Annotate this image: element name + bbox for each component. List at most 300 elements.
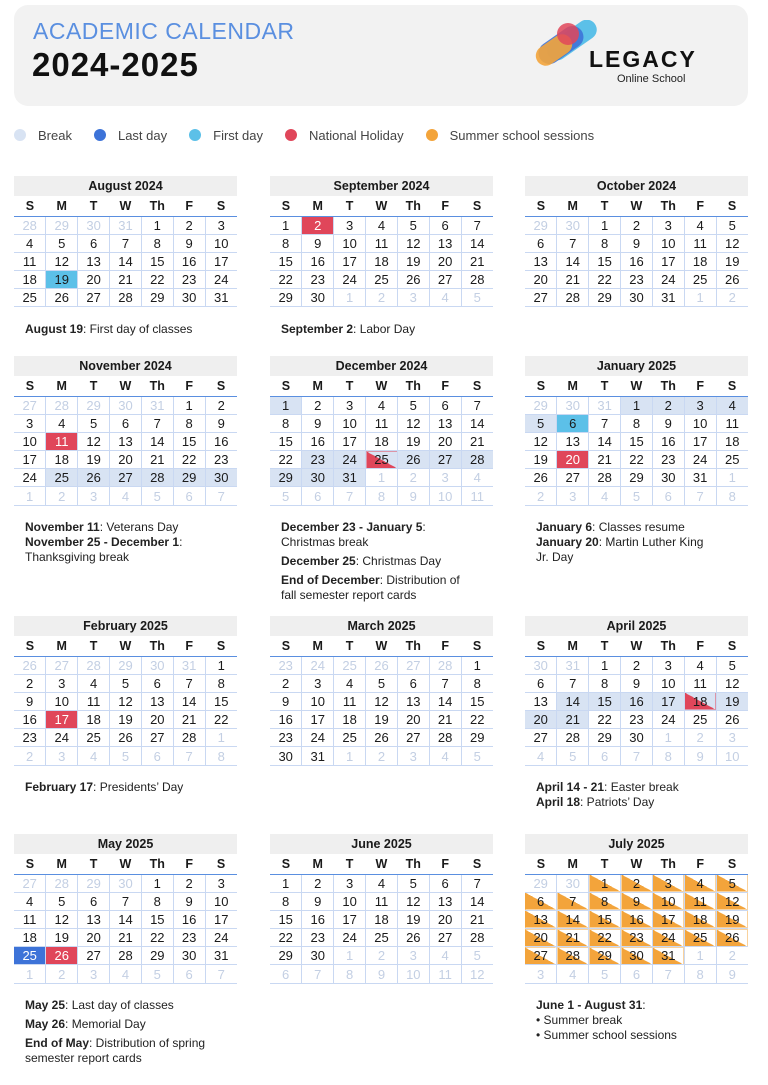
day-cell: 5: [110, 747, 142, 765]
day-cell: 22: [173, 451, 205, 469]
weekday-header: W: [110, 636, 142, 656]
day-cell: 28: [46, 874, 78, 892]
day-cell: 25: [366, 451, 398, 469]
month-notes: [25, 780, 265, 795]
day-cell: 15: [270, 432, 302, 450]
month-calendar: [14, 834, 237, 984]
day-cell: 21: [110, 929, 142, 947]
day-cell: 3: [334, 396, 366, 414]
day-cell: 3: [78, 487, 110, 505]
day-cell: 19: [110, 711, 142, 729]
day-cell: 30: [302, 469, 334, 487]
day-cell: 10: [334, 892, 366, 910]
day-cell: 28: [461, 271, 493, 289]
day-cell: 7: [557, 892, 589, 910]
month-notes: [281, 520, 521, 603]
day-cell: 4: [78, 674, 110, 692]
day-cell: 10: [716, 747, 748, 765]
weekday-header: W: [621, 636, 653, 656]
day-cell: 30: [557, 874, 589, 892]
day-cell: 20: [557, 451, 589, 469]
month-calendar: [525, 176, 748, 307]
day-cell: 23: [205, 451, 237, 469]
weekday-header: F: [173, 636, 205, 656]
day-cell: 2: [397, 469, 429, 487]
weekday-header: S: [716, 376, 748, 396]
legend-swatch-icon: [189, 129, 201, 141]
day-cell: 21: [461, 252, 493, 270]
day-cell: 29: [141, 947, 173, 965]
day-cell: 20: [429, 432, 461, 450]
week-row: [14, 487, 237, 505]
day-cell: 29: [461, 729, 493, 747]
day-cell: 19: [46, 929, 78, 947]
week-row: [14, 252, 237, 270]
day-cell: 28: [461, 929, 493, 947]
week-row: [14, 747, 237, 765]
day-cell: 8: [461, 674, 493, 692]
page-subtitle: ACADEMIC CALENDAR: [33, 18, 295, 44]
day-cell: 19: [366, 711, 398, 729]
day-cell: 31: [141, 396, 173, 414]
day-cell: 14: [141, 432, 173, 450]
day-cell: 20: [397, 711, 429, 729]
day-cell: 30: [557, 396, 589, 414]
day-cell: 3: [397, 289, 429, 307]
day-cell: 4: [110, 487, 142, 505]
month-notes: [281, 322, 521, 337]
day-cell: 6: [429, 396, 461, 414]
day-cell: 10: [14, 432, 46, 450]
weekday-header: Th: [397, 854, 429, 874]
day-cell: 30: [78, 216, 110, 234]
month-notes: [536, 520, 768, 565]
day-cell: 22: [270, 929, 302, 947]
day-cell: 10: [205, 892, 237, 910]
day-cell: 17: [652, 692, 684, 710]
day-cell: 9: [14, 692, 46, 710]
day-cell: 18: [684, 252, 716, 270]
month-table: [270, 196, 493, 307]
day-cell: 9: [716, 965, 748, 983]
weekday-header: Th: [141, 376, 173, 396]
day-cell: 10: [334, 234, 366, 252]
day-cell: 23: [652, 451, 684, 469]
legend-item: [94, 128, 167, 143]
day-cell: 2: [302, 216, 334, 234]
weekday-header: F: [684, 196, 716, 216]
day-cell: 5: [525, 414, 557, 432]
day-cell: 4: [14, 892, 46, 910]
day-cell: 17: [684, 432, 716, 450]
day-cell: 29: [173, 469, 205, 487]
day-cell: 24: [652, 711, 684, 729]
month-table: [525, 636, 748, 766]
day-cell: 19: [716, 910, 748, 928]
day-cell: 15: [270, 252, 302, 270]
day-cell: 6: [525, 234, 557, 252]
weekday-header: S: [14, 636, 46, 656]
day-cell: 1: [141, 874, 173, 892]
weekday-header: T: [334, 636, 366, 656]
day-cell: 30: [652, 469, 684, 487]
day-cell: 17: [334, 252, 366, 270]
day-cell: 24: [652, 929, 684, 947]
day-cell: 22: [205, 711, 237, 729]
day-cell: 28: [78, 656, 110, 674]
day-cell: 4: [716, 396, 748, 414]
day-cell: 1: [334, 747, 366, 765]
day-cell: 2: [366, 289, 398, 307]
day-cell: 1: [173, 396, 205, 414]
day-cell: 24: [334, 451, 366, 469]
day-cell: 17: [652, 910, 684, 928]
week-row: [525, 216, 748, 234]
month-title: October 2024: [525, 176, 748, 196]
day-cell: 31: [652, 947, 684, 965]
weekday-header: S: [270, 854, 302, 874]
day-cell: 16: [621, 692, 653, 710]
day-cell: 14: [557, 252, 589, 270]
week-row: [525, 289, 748, 307]
day-cell: 1: [334, 947, 366, 965]
weekday-header: W: [366, 636, 398, 656]
day-cell: 23: [302, 271, 334, 289]
weekday-header: W: [110, 854, 142, 874]
day-cell: 20: [110, 451, 142, 469]
day-cell: 27: [110, 469, 142, 487]
day-cell: 3: [205, 874, 237, 892]
week-row: [525, 747, 748, 765]
week-row: [270, 656, 493, 674]
day-cell: 11: [684, 674, 716, 692]
month-calendar: [14, 616, 237, 766]
day-cell: 3: [78, 965, 110, 983]
day-cell: 6: [557, 414, 589, 432]
week-row: [525, 929, 748, 947]
day-cell: 5: [716, 874, 748, 892]
weekday-header: S: [461, 636, 493, 656]
day-cell: 4: [429, 947, 461, 965]
day-cell: 30: [205, 469, 237, 487]
day-cell: 6: [589, 747, 621, 765]
day-cell: 2: [46, 965, 78, 983]
day-cell: 5: [141, 965, 173, 983]
day-cell: 1: [270, 216, 302, 234]
day-cell: 28: [14, 216, 46, 234]
day-cell: 29: [110, 656, 142, 674]
day-cell: 2: [716, 947, 748, 965]
day-cell: 1: [366, 469, 398, 487]
day-cell: 8: [205, 674, 237, 692]
day-cell: 25: [334, 656, 366, 674]
legend-swatch-icon: [94, 129, 106, 141]
day-cell: 3: [429, 469, 461, 487]
day-cell: 7: [429, 674, 461, 692]
day-cell: 2: [525, 487, 557, 505]
weekday-header: F: [173, 196, 205, 216]
day-cell: 5: [461, 947, 493, 965]
day-cell: 4: [366, 874, 398, 892]
day-cell: 10: [652, 234, 684, 252]
day-cell: 7: [589, 414, 621, 432]
day-cell: 11: [366, 892, 398, 910]
week-row: [525, 656, 748, 674]
note-line: End of December: Distribution of: [281, 573, 460, 587]
week-row: [270, 729, 493, 747]
day-cell: 30: [173, 947, 205, 965]
day-cell: 2: [302, 396, 334, 414]
day-cell: 8: [334, 965, 366, 983]
day-cell: 13: [78, 910, 110, 928]
note-line: November 11: Veterans Day: [25, 520, 179, 534]
weekday-header: Th: [397, 196, 429, 216]
day-cell: 11: [684, 234, 716, 252]
weekday-header: F: [173, 854, 205, 874]
day-cell: 1: [589, 216, 621, 234]
day-cell: 4: [684, 874, 716, 892]
day-cell: 28: [141, 469, 173, 487]
week-row: [14, 892, 237, 910]
week-row: [525, 432, 748, 450]
weekday-header: W: [366, 854, 398, 874]
legend-label: Break: [38, 127, 72, 143]
month-notes: [25, 322, 265, 337]
logo-wordmark: LEGACY: [589, 46, 697, 72]
week-row: [14, 929, 237, 947]
note-line: January 6: Classes resume: [536, 520, 685, 534]
day-cell: 12: [716, 892, 748, 910]
week-row: [270, 271, 493, 289]
legend-item: [426, 128, 595, 143]
month-title: December 2024: [270, 356, 493, 376]
month-calendar: [14, 356, 237, 506]
day-cell: 21: [141, 451, 173, 469]
day-cell: 30: [302, 947, 334, 965]
weekday-header: W: [366, 196, 398, 216]
day-cell: 9: [302, 234, 334, 252]
day-cell: 27: [46, 656, 78, 674]
day-cell: 6: [652, 487, 684, 505]
day-cell: 20: [429, 252, 461, 270]
day-cell: 11: [461, 487, 493, 505]
day-cell: 24: [205, 929, 237, 947]
day-cell: 14: [461, 414, 493, 432]
week-row: [270, 432, 493, 450]
weekday-header: W: [110, 376, 142, 396]
weekday-header: Th: [397, 376, 429, 396]
weekday-header: T: [78, 854, 110, 874]
day-cell: 22: [589, 711, 621, 729]
day-cell: 2: [716, 289, 748, 307]
weekday-header: F: [429, 196, 461, 216]
day-cell: 24: [652, 271, 684, 289]
day-cell: 9: [621, 234, 653, 252]
day-cell: 2: [205, 396, 237, 414]
note-line: August 19: First day of classes: [25, 322, 193, 336]
weekday-header: S: [205, 636, 237, 656]
day-cell: 30: [621, 289, 653, 307]
week-row: [14, 396, 237, 414]
day-cell: 11: [684, 892, 716, 910]
weekday-header: M: [46, 376, 78, 396]
day-cell: 31: [557, 656, 589, 674]
day-cell: 27: [429, 451, 461, 469]
day-cell: 3: [652, 656, 684, 674]
day-cell: 29: [78, 874, 110, 892]
day-cell: 8: [589, 674, 621, 692]
day-cell: 20: [525, 929, 557, 947]
day-cell: 12: [366, 692, 398, 710]
day-cell: 6: [525, 892, 557, 910]
day-cell: 5: [366, 674, 398, 692]
day-cell: 12: [397, 414, 429, 432]
week-row: [14, 656, 237, 674]
day-cell: 25: [46, 469, 78, 487]
month-title: September 2024: [270, 176, 493, 196]
day-cell: 9: [684, 747, 716, 765]
day-cell: 25: [14, 289, 46, 307]
week-row: [525, 487, 748, 505]
weekday-header: S: [270, 376, 302, 396]
day-cell: 23: [621, 271, 653, 289]
day-cell: 10: [397, 965, 429, 983]
day-cell: 3: [525, 965, 557, 983]
weekday-header: S: [525, 636, 557, 656]
day-cell: 14: [589, 432, 621, 450]
day-cell: 21: [461, 432, 493, 450]
weekday-header: Th: [652, 854, 684, 874]
week-row: [525, 271, 748, 289]
month-title: April 2025: [525, 616, 748, 636]
note-line: November 25 - December 1:: [25, 535, 183, 549]
day-cell: 30: [110, 874, 142, 892]
week-row: [525, 729, 748, 747]
week-row: [14, 414, 237, 432]
day-cell: 9: [270, 692, 302, 710]
day-cell: 7: [173, 747, 205, 765]
day-cell: 1: [141, 216, 173, 234]
week-row: [14, 910, 237, 928]
day-cell: 14: [173, 692, 205, 710]
weekday-header: T: [334, 854, 366, 874]
day-cell: 7: [621, 747, 653, 765]
day-cell: 11: [334, 692, 366, 710]
day-cell: 28: [461, 451, 493, 469]
weekday-header: T: [589, 854, 621, 874]
note-line: December 25: Christmas Day: [281, 554, 442, 568]
month-calendar: [525, 356, 748, 506]
day-cell: 9: [302, 892, 334, 910]
day-cell: 7: [141, 414, 173, 432]
note-line: End of May: Distribution of spring: [25, 1036, 206, 1050]
day-cell: 3: [334, 216, 366, 234]
day-cell: 9: [366, 965, 398, 983]
day-cell: 1: [621, 396, 653, 414]
day-cell: 1: [205, 656, 237, 674]
day-cell: 29: [78, 396, 110, 414]
day-cell: 14: [557, 910, 589, 928]
day-cell: 28: [429, 656, 461, 674]
note-line: May 25: Last day of classes: [25, 998, 174, 1012]
day-cell: 29: [525, 874, 557, 892]
day-cell: 7: [334, 487, 366, 505]
month-table: [14, 376, 237, 506]
day-cell: 7: [110, 892, 142, 910]
day-cell: 5: [78, 414, 110, 432]
day-cell: 20: [525, 271, 557, 289]
day-cell: 17: [205, 910, 237, 928]
day-cell: 5: [110, 674, 142, 692]
day-cell: 15: [141, 252, 173, 270]
legend-swatch-icon: [14, 129, 26, 141]
day-cell: 16: [173, 252, 205, 270]
day-cell: 13: [141, 692, 173, 710]
weekday-header: F: [684, 376, 716, 396]
day-cell: 8: [270, 414, 302, 432]
day-cell: 13: [397, 692, 429, 710]
weekday-header: Th: [652, 376, 684, 396]
day-cell: 3: [46, 674, 78, 692]
day-cell: 9: [621, 892, 653, 910]
day-cell: 5: [397, 874, 429, 892]
day-cell: 12: [110, 692, 142, 710]
day-cell: 18: [366, 910, 398, 928]
day-cell: 24: [205, 271, 237, 289]
day-cell: 30: [621, 947, 653, 965]
day-cell: 25: [334, 729, 366, 747]
day-cell: 27: [525, 947, 557, 965]
day-cell: 2: [621, 656, 653, 674]
note-line: December 23 - January 5:: [281, 520, 426, 534]
day-cell: 4: [589, 487, 621, 505]
day-cell: 2: [366, 747, 398, 765]
week-row: [270, 711, 493, 729]
day-cell: 5: [461, 747, 493, 765]
week-row: [270, 747, 493, 765]
day-cell: 26: [78, 469, 110, 487]
day-cell: 7: [302, 965, 334, 983]
month-table: [14, 636, 237, 766]
day-cell: 30: [525, 656, 557, 674]
day-cell: 25: [366, 929, 398, 947]
month-title: March 2025: [270, 616, 493, 636]
day-cell: 25: [366, 271, 398, 289]
month-notes: [536, 998, 768, 1043]
day-cell: 10: [652, 674, 684, 692]
week-row: [525, 469, 748, 487]
week-row: [525, 396, 748, 414]
day-cell: 4: [684, 216, 716, 234]
day-cell: 14: [461, 234, 493, 252]
week-row: [525, 234, 748, 252]
note-line: • Summer break: [536, 1013, 623, 1027]
day-cell: 29: [621, 469, 653, 487]
day-cell: 7: [557, 234, 589, 252]
legend-item: [189, 128, 263, 143]
week-row: [270, 965, 493, 983]
day-cell: 14: [429, 692, 461, 710]
day-cell: 18: [716, 432, 748, 450]
day-cell: 7: [173, 674, 205, 692]
day-cell: 6: [429, 874, 461, 892]
day-cell: 26: [525, 469, 557, 487]
month-table: [525, 196, 748, 307]
day-cell: 31: [334, 469, 366, 487]
day-cell: 7: [205, 487, 237, 505]
day-cell: 27: [14, 874, 46, 892]
day-cell: 9: [652, 414, 684, 432]
